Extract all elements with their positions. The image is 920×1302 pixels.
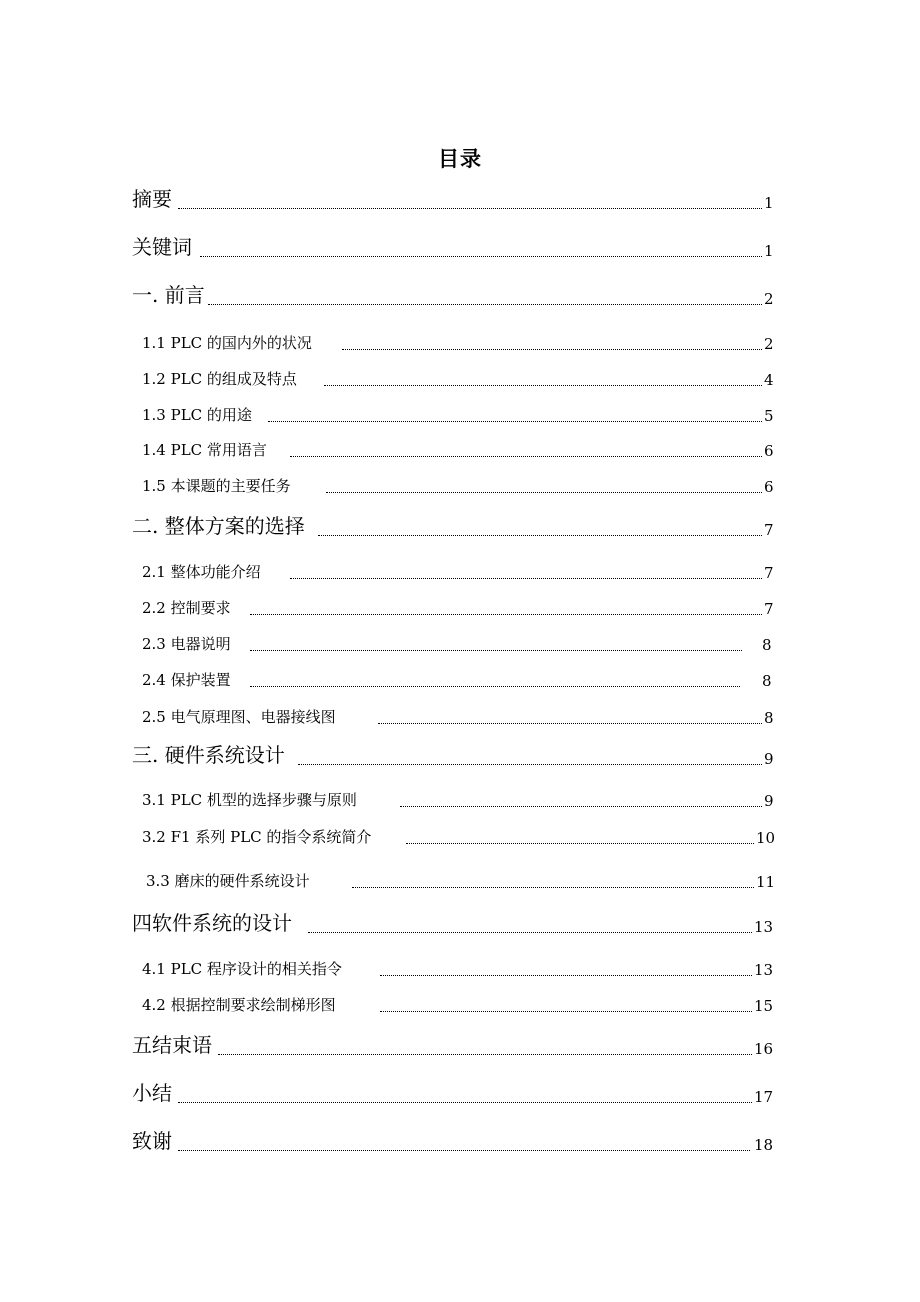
toc-entry[interactable]: [0, 703, 920, 731]
toc-entry-page: 6: [764, 442, 774, 460]
dot-leader: [218, 1054, 752, 1055]
toc-entry-page: 2: [764, 290, 774, 308]
dot-leader: [378, 723, 762, 724]
dot-leader: [178, 208, 762, 209]
toc-entry-page: 8: [762, 672, 772, 690]
toc-entry[interactable]: [0, 786, 920, 814]
toc-title: 目录: [438, 146, 482, 171]
toc-entry[interactable]: [0, 1130, 920, 1158]
toc-entry-label: 一. 前言: [132, 283, 205, 307]
toc-entry-page: 1: [764, 242, 774, 260]
toc-entry-page: 7: [764, 600, 774, 618]
toc-entry-page: 4: [764, 371, 774, 389]
toc-entry-page: 13: [754, 961, 774, 979]
toc-entry-page: 11: [756, 873, 776, 891]
toc-entry-label: 2.1 整体功能介绍: [142, 563, 261, 581]
toc-entry-label: 1.4 PLC 常用语言: [142, 441, 267, 459]
toc-entry-label: 2.4 保护装置: [142, 671, 231, 689]
toc-entry-page: 13: [754, 918, 774, 936]
toc-entry[interactable]: [0, 515, 920, 543]
toc-entry-label: 2.3 电器说明: [142, 635, 231, 653]
toc-entry[interactable]: [0, 401, 920, 429]
toc-entry-label: 1.2 PLC 的组成及特点: [142, 370, 297, 388]
toc-entry[interactable]: [0, 188, 920, 216]
toc-entry-page: 18: [754, 1136, 774, 1154]
toc-entry-page: 7: [764, 564, 774, 582]
dot-leader: [250, 686, 740, 687]
toc-entry-page: 2: [764, 335, 774, 353]
toc-entry[interactable]: [0, 991, 920, 1019]
dot-leader: [298, 764, 762, 765]
toc-entry-page: 1: [764, 194, 774, 212]
toc-entry[interactable]: [0, 236, 920, 264]
toc-entry-page: 9: [764, 750, 774, 768]
toc-entry[interactable]: [0, 823, 920, 851]
dot-leader: [208, 304, 762, 305]
toc-entry-page: 7: [764, 521, 774, 539]
dot-leader: [406, 843, 754, 844]
toc-entry-page: 8: [762, 636, 772, 654]
toc-entry[interactable]: [0, 594, 920, 622]
dot-leader: [342, 349, 762, 350]
toc-entry-page: 17: [754, 1088, 774, 1106]
toc-entry-label: 3.1 PLC 机型的选择步骤与原则: [142, 791, 357, 809]
toc-entry[interactable]: [0, 666, 920, 694]
dot-leader: [178, 1102, 752, 1103]
toc-entry-label: 致谢: [132, 1129, 172, 1153]
toc-entry-label: 1.3 PLC 的用途: [142, 406, 252, 424]
toc-entry[interactable]: [0, 867, 920, 895]
dot-leader: [268, 421, 762, 422]
dot-leader: [290, 578, 762, 579]
toc-entry-label: 五结束语: [132, 1033, 212, 1057]
toc-entry-label: 小结: [132, 1081, 172, 1105]
toc-entry-label: 四软件系统的设计: [132, 911, 292, 935]
toc-entry[interactable]: [0, 436, 920, 464]
toc-entry-label: 3.3 磨床的硬件系统设计: [146, 872, 310, 890]
dot-leader: [178, 1150, 750, 1151]
dot-leader: [326, 492, 762, 493]
toc-entry[interactable]: [0, 472, 920, 500]
dot-leader: [250, 650, 742, 651]
toc-entry-page: 16: [754, 1040, 774, 1058]
dot-leader: [250, 614, 762, 615]
toc-entry-page: 5: [764, 407, 774, 425]
dot-leader: [308, 932, 752, 933]
toc-entry[interactable]: [0, 329, 920, 357]
toc-entry[interactable]: [0, 284, 920, 312]
toc-entry-page: 6: [764, 478, 774, 496]
toc-entry-page: 10: [756, 829, 776, 847]
toc-entry-page: 9: [764, 792, 774, 810]
toc-entry-label: 2.5 电气原理图、电器接线图: [142, 708, 336, 726]
toc-entry[interactable]: [0, 1082, 920, 1110]
toc-entry-label: 三. 硬件系统设计: [132, 743, 285, 767]
toc-entry-label: 2.2 控制要求: [142, 599, 231, 617]
toc-entry-label: 1.5 本课题的主要任务: [142, 477, 291, 495]
toc-entry-page: 15: [754, 997, 774, 1015]
dot-leader: [200, 256, 762, 257]
dot-leader: [400, 806, 762, 807]
toc-entry-label: 4.1 PLC 程序设计的相关指令: [142, 960, 342, 978]
dot-leader: [324, 385, 762, 386]
toc-entry-label: 4.2 根据控制要求绘制梯形图: [142, 996, 336, 1014]
toc-entry[interactable]: [0, 744, 920, 772]
toc-entry-label: 二. 整体方案的选择: [132, 514, 305, 538]
toc-entry[interactable]: [0, 630, 920, 658]
dot-leader: [380, 975, 752, 976]
toc-entry-page: 8: [764, 709, 774, 727]
toc-entry[interactable]: [0, 558, 920, 586]
toc-entry[interactable]: [0, 365, 920, 393]
toc-entry[interactable]: [0, 955, 920, 983]
dot-leader: [290, 456, 762, 457]
toc-entry-label: 摘要: [132, 187, 172, 211]
dot-leader: [380, 1011, 752, 1012]
toc-entry-label: 3.2 F1 系列 PLC 的指令系统简介: [142, 828, 372, 846]
toc-entry[interactable]: [0, 912, 920, 940]
dot-leader: [318, 535, 762, 536]
dot-leader: [352, 887, 754, 888]
toc-entry-label: 关键词: [132, 235, 192, 259]
toc-entry-label: 1.1 PLC 的国内外的状况: [142, 334, 312, 352]
toc-entry[interactable]: [0, 1034, 920, 1062]
